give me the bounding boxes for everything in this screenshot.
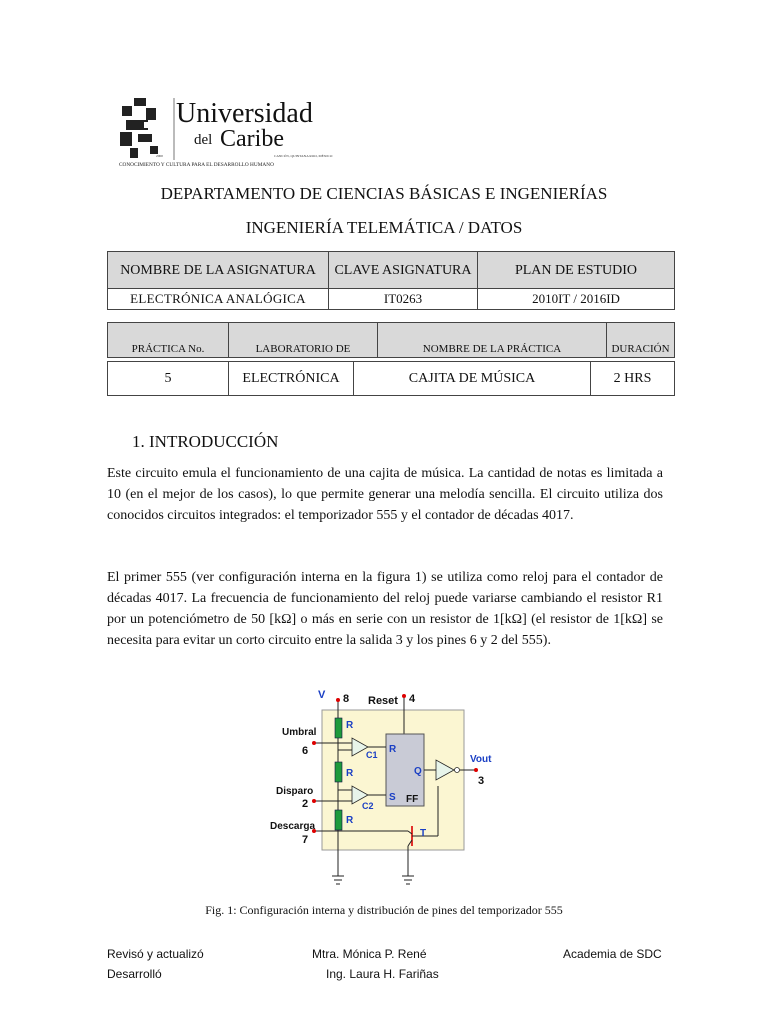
label-pin6: 6	[302, 745, 309, 757]
header-study-plan: PLAN DE ESTUDIO	[478, 252, 675, 289]
subject-key: IT0263	[329, 289, 478, 310]
label-pin8: 8	[343, 693, 350, 705]
laboratory: ELECTRÓNICA	[229, 362, 354, 396]
practice-table-row	[108, 362, 675, 396]
label-r2: R	[346, 768, 354, 779]
practice-table-header	[108, 323, 675, 358]
label-ff-q: Q	[414, 766, 422, 777]
resistor-3	[335, 810, 342, 830]
label-vout: Vout	[470, 754, 492, 765]
practice-header-table	[107, 322, 675, 358]
ground-icon	[332, 876, 414, 884]
course-table-header	[108, 252, 675, 289]
header-practice-name: NOMBRE DE LA PRÁCTICA	[378, 323, 607, 358]
footer-roles	[107, 944, 204, 984]
intro-paragraph-2: El primer 555 (ver configuración interna en la figura 1) se utiliza como reloj para el contador de décadas 4017. La frecuencia de funcionamiento del reloj puede variarse cambiando el resistor R1 por un potenciómetro de 50 [kΩ] o más en serie con un resistor de 1[kΩ] (el resistor de 1[kΩ] se necesita para evitar un corto circuito entre la salida 3 y los pines 6 y 2 del 555).	[107, 570, 663, 648]
logo-name-del: del	[194, 132, 213, 148]
footer-name-developer: Ing. Laura H. Fariñas	[326, 967, 439, 981]
logo-name-caribe: Caribe	[220, 126, 284, 152]
header-practice-no: PRÁCTICA No.	[108, 323, 229, 358]
label-ff-r: R	[389, 744, 397, 755]
label-reset: Reset	[368, 695, 398, 707]
label-r3: R	[346, 815, 354, 826]
resistor-1	[335, 718, 342, 738]
label-descarga: Descarga	[270, 821, 316, 832]
figure-caption: Fig. 1: Configuración interna y distribución de pines del temporizador 555	[205, 903, 563, 917]
study-plan: 2010IT / 2016ID	[478, 289, 675, 310]
logo-tagline: CONOCIMIENTO Y CULTURA PARA EL DESARROLLO HUMANO	[119, 162, 274, 168]
label-ff-s: S	[389, 792, 396, 803]
course-table-row	[108, 289, 675, 310]
logo-location: CANCÚN, QUINTANA ROO, MÉXICO	[274, 154, 333, 158]
intro-paragraph-1: Este circuito emula el funcionamiento de una cajita de música. La cantidad de notas es limitada a 10 (en el mejor de los casos), lo que permite generar una melodía sencilla. El circuito utiliza dos conocidos circuitos integrados: el temporizador 555 y el contador de décadas 4017.	[107, 466, 663, 523]
university-logo	[116, 92, 333, 172]
footer-role-developed: Desarrolló	[107, 967, 162, 981]
logo-name-line1: Universidad	[176, 98, 313, 129]
footer-role-reviewed: Revisó y actualizó	[107, 947, 204, 961]
duration: 2 HRS	[591, 362, 675, 396]
footer-name-reviewer: Mtra. Mónica P. René	[312, 947, 427, 961]
header-duration: DURACIÓN	[607, 323, 675, 358]
label-c1: C1	[366, 750, 378, 760]
section-title: 1. INTRODUCCIÓN	[132, 432, 279, 451]
practice-number: 5	[108, 362, 229, 396]
label-umbral: Umbral	[282, 727, 317, 738]
footer-academy: Academia de SDC	[563, 947, 662, 961]
header-laboratory: LABORATORIO DE	[229, 323, 378, 358]
resistor-2	[335, 762, 342, 782]
practice-name: CAJITA DE MÚSICA	[354, 362, 591, 396]
subject-name: ELECTRÓNICA ANALÓGICA	[108, 289, 329, 310]
department-title: DEPARTAMENTO DE CIENCIAS BÁSICAS E INGENIERÍAS	[160, 184, 608, 203]
header-subject-name: NOMBRE DE LA ASIGNATURA	[108, 252, 329, 289]
label-c2: C2	[362, 801, 374, 811]
label-ff: FF	[406, 794, 419, 805]
label-pin2: 2	[302, 798, 309, 810]
footer-names	[312, 944, 439, 984]
label-r1: R	[346, 720, 354, 731]
label-v: V	[318, 689, 326, 701]
label-pin7: 7	[302, 834, 309, 846]
label-t: T	[420, 828, 427, 839]
course-table	[107, 251, 675, 310]
header-subject-key: CLAVE ASIGNATURA	[329, 252, 478, 289]
program-title: INGENIERÍA TELEMÁTICA / DATOS	[245, 218, 523, 237]
logo-year: 2000	[156, 154, 163, 158]
label-pin4: 4	[409, 693, 416, 705]
mayan-glyph-icon	[120, 98, 158, 158]
label-pin3: 3	[478, 775, 485, 787]
timer-555-diagram	[262, 686, 502, 894]
practice-values-table	[107, 361, 675, 396]
label-disparo: Disparo	[276, 786, 314, 797]
